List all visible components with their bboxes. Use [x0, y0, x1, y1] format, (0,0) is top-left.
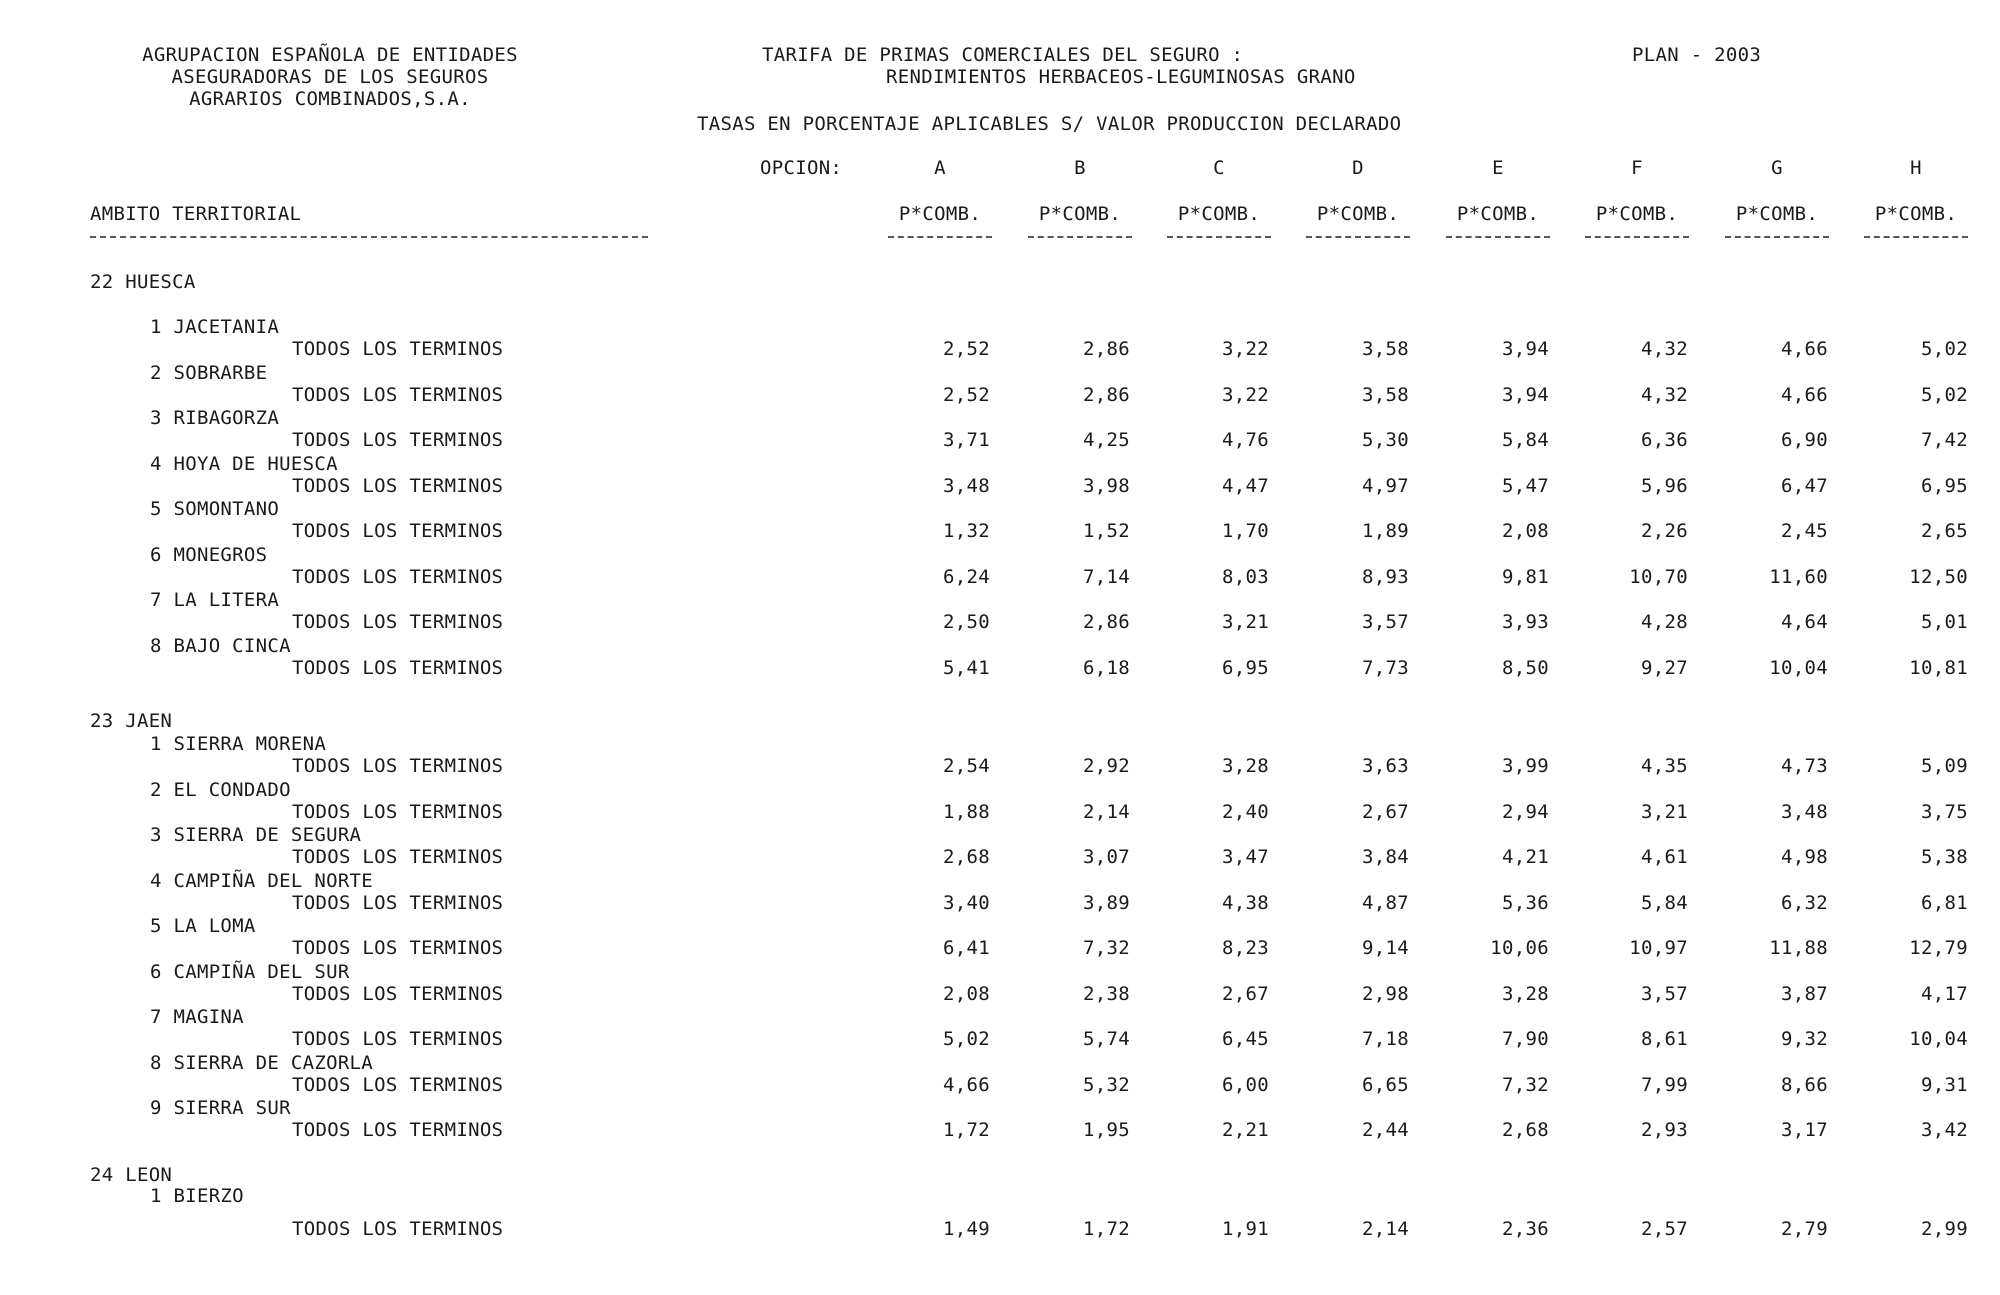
comarca-name: 1 SIERRA MORENA — [150, 733, 327, 755]
rate-cell-g: 4,64 — [1781, 611, 1828, 633]
comarca-name: 4 HOYA DE HUESCA — [150, 452, 338, 475]
rate-cell-c: 3,47 — [1222, 846, 1269, 868]
rate-cell-h: 2,65 — [1921, 520, 1968, 542]
rate-cell-h: 3,75 — [1921, 800, 1968, 823]
rate-cell-a: 2,68 — [943, 846, 990, 868]
rate-cell-d: 4,87 — [1362, 891, 1409, 914]
rate-cell-g: 4,66 — [1781, 338, 1828, 360]
rate-cell-e: 3,94 — [1502, 383, 1549, 406]
column-header-c: P*COMB. — [1177, 203, 1261, 225]
rate-cell-f: 4,35 — [1641, 755, 1688, 777]
comarca-name: 5 LA LOMA — [150, 915, 256, 937]
rate-cell-h: 9,31 — [1921, 1073, 1968, 1096]
rate-cell-e: 5,84 — [1502, 429, 1549, 451]
rate-cell-h: 12,79 — [1909, 937, 1968, 959]
plan-label: PLAN - 2003 — [1632, 44, 1762, 66]
rate-cell-g: 6,47 — [1781, 474, 1828, 497]
rate-cell-a: 1,72 — [943, 1119, 990, 1141]
org-name-line-1: AGRUPACION ESPAÑOLA DE ENTIDADES — [142, 44, 518, 66]
terms-label: TODOS LOS TERMINOS — [292, 982, 504, 1005]
rate-cell-e: 2,68 — [1502, 1119, 1549, 1141]
rate-cell-e: 2,36 — [1502, 1218, 1549, 1240]
rate-cell-d: 5,30 — [1362, 429, 1409, 451]
tariff-title-line-2: RENDIMIENTOS HERBACEOS-LEGUMINOSAS GRANO — [886, 66, 1356, 88]
rate-cell-e: 3,94 — [1502, 338, 1549, 360]
terms-label: TODOS LOS TERMINOS — [292, 1218, 504, 1240]
rate-cell-f: 7,99 — [1641, 1073, 1688, 1096]
rate-cell-g: 11,60 — [1769, 565, 1828, 588]
province-heading: 22 HUESCA — [90, 271, 196, 293]
rate-cell-f: 4,32 — [1641, 338, 1688, 360]
terms-label: TODOS LOS TERMINOS — [292, 474, 504, 497]
ambito-territorial-label: AMBITO TERRITORIAL — [90, 203, 302, 225]
terms-label: TODOS LOS TERMINOS — [292, 891, 504, 914]
rate-cell-d: 2,98 — [1362, 982, 1409, 1005]
rate-cell-f: 8,61 — [1641, 1028, 1688, 1050]
terms-label: TODOS LOS TERMINOS — [292, 1028, 504, 1050]
rate-cell-g: 4,98 — [1781, 846, 1828, 868]
rate-cell-a: 2,52 — [943, 338, 990, 360]
rate-cell-h: 6,81 — [1921, 891, 1968, 914]
rate-cell-h: 5,02 — [1921, 383, 1968, 406]
rate-cell-b: 2,14 — [1083, 800, 1130, 823]
rate-cell-b: 4,25 — [1083, 429, 1130, 451]
rate-cell-f: 2,57 — [1641, 1218, 1688, 1240]
rate-cell-b: 7,14 — [1083, 565, 1130, 588]
rate-cell-b: 1,72 — [1083, 1218, 1130, 1240]
rate-cell-g: 3,17 — [1781, 1119, 1828, 1141]
column-divider-h — [1864, 236, 1968, 238]
rate-cell-d: 3,58 — [1362, 338, 1409, 360]
terms-label: TODOS LOS TERMINOS — [292, 937, 504, 959]
rate-cell-f: 3,57 — [1641, 982, 1688, 1005]
rate-cell-h: 5,38 — [1921, 846, 1968, 868]
rate-cell-a: 3,48 — [943, 474, 990, 497]
rate-cell-h: 10,04 — [1909, 1028, 1968, 1050]
rate-cell-d: 8,93 — [1362, 565, 1409, 588]
rate-cell-c: 2,21 — [1222, 1119, 1269, 1141]
rate-cell-h: 5,09 — [1921, 755, 1968, 777]
rate-cell-f: 10,70 — [1629, 565, 1688, 588]
rate-cell-h: 3,42 — [1921, 1119, 1968, 1141]
column-divider-c — [1167, 236, 1271, 238]
rate-cell-b: 7,32 — [1083, 937, 1130, 959]
terms-label: TODOS LOS TERMINOS — [292, 338, 504, 360]
rate-cell-f: 5,84 — [1641, 891, 1688, 914]
rate-cell-f: 10,97 — [1629, 937, 1688, 959]
comarca-name: 3 RIBAGORZA — [150, 407, 280, 429]
terms-label: TODOS LOS TERMINOS — [292, 429, 504, 451]
rate-cell-a: 2,54 — [943, 755, 990, 777]
tariff-title-line-1: TARIFA DE PRIMAS COMERCIALES DEL SEGURO : — [762, 44, 1244, 66]
rate-cell-e: 7,90 — [1502, 1028, 1549, 1050]
rate-cell-g: 4,66 — [1781, 383, 1828, 406]
rate-cell-c: 6,95 — [1222, 656, 1269, 679]
rate-cell-a: 6,24 — [943, 565, 990, 588]
rate-cell-a: 2,08 — [943, 982, 990, 1005]
comarca-name: 7 LA LITERA — [150, 589, 280, 611]
rate-cell-g: 6,90 — [1781, 429, 1828, 451]
rate-cell-e: 5,36 — [1502, 891, 1549, 914]
column-header-f: P*COMB. — [1595, 203, 1679, 225]
comarca-name: 8 SIERRA DE CAZORLA — [150, 1051, 374, 1074]
rate-cell-h: 7,42 — [1921, 429, 1968, 451]
rate-cell-b: 1,52 — [1083, 520, 1130, 542]
rate-cell-e: 9,81 — [1502, 565, 1549, 588]
comarca-name: 9 SIERRA SUR — [150, 1097, 291, 1119]
rate-cell-g: 10,04 — [1769, 656, 1828, 679]
terms-label: TODOS LOS TERMINOS — [292, 1119, 504, 1141]
rate-cell-a: 6,41 — [943, 937, 990, 959]
terms-label: TODOS LOS TERMINOS — [292, 520, 504, 542]
column-header-b: P*COMB. — [1038, 203, 1122, 225]
rate-cell-g: 11,88 — [1769, 937, 1828, 959]
rate-cell-c: 3,28 — [1222, 755, 1269, 777]
rate-cell-b: 5,32 — [1083, 1073, 1130, 1096]
rate-cell-f: 4,32 — [1641, 383, 1688, 406]
rate-cell-b: 3,98 — [1083, 474, 1130, 497]
rate-cell-b: 2,86 — [1083, 338, 1130, 360]
rate-cell-h: 5,01 — [1921, 611, 1968, 633]
rate-cell-e: 3,93 — [1502, 611, 1549, 633]
org-name-line-3: AGRARIOS COMBINADOS,S.A. — [189, 88, 471, 110]
rate-cell-e: 5,47 — [1502, 474, 1549, 497]
terms-label: TODOS LOS TERMINOS — [292, 656, 504, 679]
rate-cell-d: 9,14 — [1362, 937, 1409, 959]
rate-cell-c: 4,38 — [1222, 891, 1269, 914]
rate-cell-a: 1,49 — [943, 1218, 990, 1240]
rate-cell-c: 1,91 — [1222, 1218, 1269, 1240]
column-divider-g — [1725, 236, 1829, 238]
rate-cell-d: 2,14 — [1362, 1218, 1409, 1240]
rate-cell-f: 2,26 — [1641, 520, 1688, 542]
rate-cell-c: 6,00 — [1222, 1073, 1269, 1096]
comarca-name: 3 SIERRA DE SEGURA — [150, 824, 362, 846]
rate-cell-h: 4,17 — [1921, 982, 1968, 1005]
rate-cell-f: 4,28 — [1641, 611, 1688, 633]
comarca-name: 1 BIERZO — [150, 1185, 244, 1207]
opcion-label: OPCION: — [760, 157, 843, 179]
rate-cell-d: 2,44 — [1362, 1119, 1409, 1141]
rate-cell-e: 8,50 — [1502, 656, 1549, 679]
rate-cell-a: 2,52 — [943, 383, 990, 406]
rate-cell-f: 5,96 — [1641, 474, 1688, 497]
rate-cell-g: 2,79 — [1781, 1218, 1828, 1240]
rate-cell-c: 8,03 — [1222, 565, 1269, 588]
comarca-name: 8 BAJO CINCA — [150, 634, 291, 657]
rate-cell-e: 10,06 — [1490, 937, 1549, 959]
rate-cell-c: 1,70 — [1222, 520, 1269, 542]
column-header-e: P*COMB. — [1456, 203, 1540, 225]
rate-cell-c: 4,47 — [1222, 474, 1269, 497]
rate-cell-h: 2,99 — [1921, 1218, 1968, 1240]
rate-cell-b: 2,92 — [1083, 755, 1130, 777]
rate-cell-c: 2,40 — [1222, 800, 1269, 823]
terms-label: TODOS LOS TERMINOS — [292, 611, 504, 633]
comarca-name: 7 MAGINA — [150, 1006, 244, 1028]
option-letter-b: B — [1074, 157, 1086, 179]
org-name-line-2: ASEGURADORAS DE LOS SEGUROS — [171, 66, 489, 88]
terms-label: TODOS LOS TERMINOS — [292, 846, 504, 868]
comarca-name: 6 MONEGROS — [150, 543, 268, 566]
rate-cell-c: 3,22 — [1222, 338, 1269, 360]
option-letter-g: G — [1771, 157, 1783, 179]
rate-cell-g: 3,87 — [1781, 982, 1828, 1005]
rate-cell-a: 3,40 — [943, 891, 990, 914]
rate-cell-e: 3,99 — [1502, 755, 1549, 777]
rate-cell-g: 4,73 — [1781, 755, 1828, 777]
column-header-d: P*COMB. — [1316, 203, 1400, 225]
ambito-divider — [90, 236, 648, 238]
column-divider-f — [1585, 236, 1689, 238]
rate-cell-d: 3,58 — [1362, 383, 1409, 406]
option-letter-a: A — [934, 157, 946, 179]
rate-cell-g: 2,45 — [1781, 520, 1828, 542]
rate-cell-d: 1,89 — [1362, 520, 1409, 542]
option-letter-d: D — [1352, 157, 1364, 179]
rate-cell-e: 2,94 — [1502, 800, 1549, 823]
rate-cell-d: 7,73 — [1362, 656, 1409, 679]
rate-cell-d: 3,57 — [1362, 611, 1409, 633]
rate-cell-c: 4,76 — [1222, 429, 1269, 451]
rate-cell-d: 3,84 — [1362, 846, 1409, 868]
column-divider-d — [1306, 236, 1410, 238]
option-letter-e: E — [1492, 157, 1504, 179]
rate-cell-a: 5,02 — [943, 1028, 990, 1050]
comarca-name: 1 JACETANIA — [150, 316, 280, 338]
province-heading: 23 JAEN — [90, 710, 173, 732]
rate-cell-h: 5,02 — [1921, 338, 1968, 360]
terms-label: TODOS LOS TERMINOS — [292, 1073, 504, 1096]
rate-cell-e: 3,28 — [1502, 982, 1549, 1005]
rate-cell-c: 6,45 — [1222, 1028, 1269, 1050]
rate-cell-g: 8,66 — [1781, 1073, 1828, 1096]
option-letter-c: C — [1213, 157, 1225, 179]
rate-cell-c: 3,21 — [1222, 611, 1269, 633]
terms-label: TODOS LOS TERMINOS — [292, 755, 504, 777]
rate-cell-b: 6,18 — [1083, 656, 1130, 679]
rate-cell-f: 6,36 — [1641, 429, 1688, 451]
rate-cell-f: 3,21 — [1641, 800, 1688, 823]
rate-cell-d: 2,67 — [1362, 800, 1409, 823]
province-heading: 24 LEON — [90, 1164, 173, 1186]
rate-cell-g: 3,48 — [1781, 800, 1828, 823]
comarca-name: 2 EL CONDADO — [150, 778, 291, 801]
rate-cell-e: 4,21 — [1502, 846, 1549, 868]
rate-cell-e: 2,08 — [1502, 520, 1549, 542]
terms-label: TODOS LOS TERMINOS — [292, 565, 504, 588]
comarca-name: 2 SOBRARBE — [150, 361, 268, 384]
rate-cell-b: 1,95 — [1083, 1119, 1130, 1141]
column-divider-a — [888, 236, 992, 238]
column-header-h: P*COMB. — [1874, 203, 1958, 225]
rate-cell-d: 7,18 — [1362, 1028, 1409, 1050]
rate-cell-a: 5,41 — [943, 656, 990, 679]
rate-cell-e: 7,32 — [1502, 1073, 1549, 1096]
option-letter-h: H — [1910, 157, 1922, 179]
column-header-g: P*COMB. — [1735, 203, 1819, 225]
rate-cell-g: 9,32 — [1781, 1028, 1828, 1050]
rate-cell-g: 6,32 — [1781, 891, 1828, 914]
rate-cell-c: 2,67 — [1222, 982, 1269, 1005]
rate-cell-h: 10,81 — [1909, 656, 1968, 679]
rate-cell-b: 3,89 — [1083, 891, 1130, 914]
rate-cell-a: 1,32 — [943, 520, 990, 542]
rate-cell-f: 2,93 — [1641, 1119, 1688, 1141]
comarca-name: 6 CAMPIÑA DEL SUR — [150, 960, 350, 983]
rate-cell-c: 3,22 — [1222, 383, 1269, 406]
rate-cell-a: 2,50 — [943, 611, 990, 633]
comarca-name: 5 SOMONTANO — [150, 498, 280, 520]
rate-cell-a: 3,71 — [943, 429, 990, 451]
rate-cell-b: 2,86 — [1083, 383, 1130, 406]
terms-label: TODOS LOS TERMINOS — [292, 383, 504, 406]
rate-cell-d: 4,97 — [1362, 474, 1409, 497]
rate-cell-b: 5,74 — [1083, 1028, 1130, 1050]
column-divider-e — [1446, 236, 1550, 238]
rate-cell-a: 1,88 — [943, 800, 990, 823]
terms-label: TODOS LOS TERMINOS — [292, 800, 504, 823]
rate-cell-d: 6,65 — [1362, 1073, 1409, 1096]
page-subtitle: TASAS EN PORCENTAJE APLICABLES S/ VALOR PRODUCCION DECLARADO — [697, 113, 1402, 135]
comarca-name: 4 CAMPIÑA DEL NORTE — [150, 869, 374, 892]
rate-cell-b: 2,38 — [1083, 982, 1130, 1005]
rate-cell-b: 3,07 — [1083, 846, 1130, 868]
rate-cell-a: 4,66 — [943, 1073, 990, 1096]
rate-cell-h: 6,95 — [1921, 474, 1968, 497]
rate-cell-f: 4,61 — [1641, 846, 1688, 868]
rate-cell-c: 8,23 — [1222, 937, 1269, 959]
rate-cell-b: 2,86 — [1083, 611, 1130, 633]
column-header-a: P*COMB. — [898, 203, 982, 225]
column-divider-b — [1028, 236, 1132, 238]
rate-cell-d: 3,63 — [1362, 755, 1409, 777]
option-letter-f: F — [1631, 157, 1643, 179]
rate-cell-h: 12,50 — [1909, 565, 1968, 588]
rate-cell-f: 9,27 — [1641, 656, 1688, 679]
